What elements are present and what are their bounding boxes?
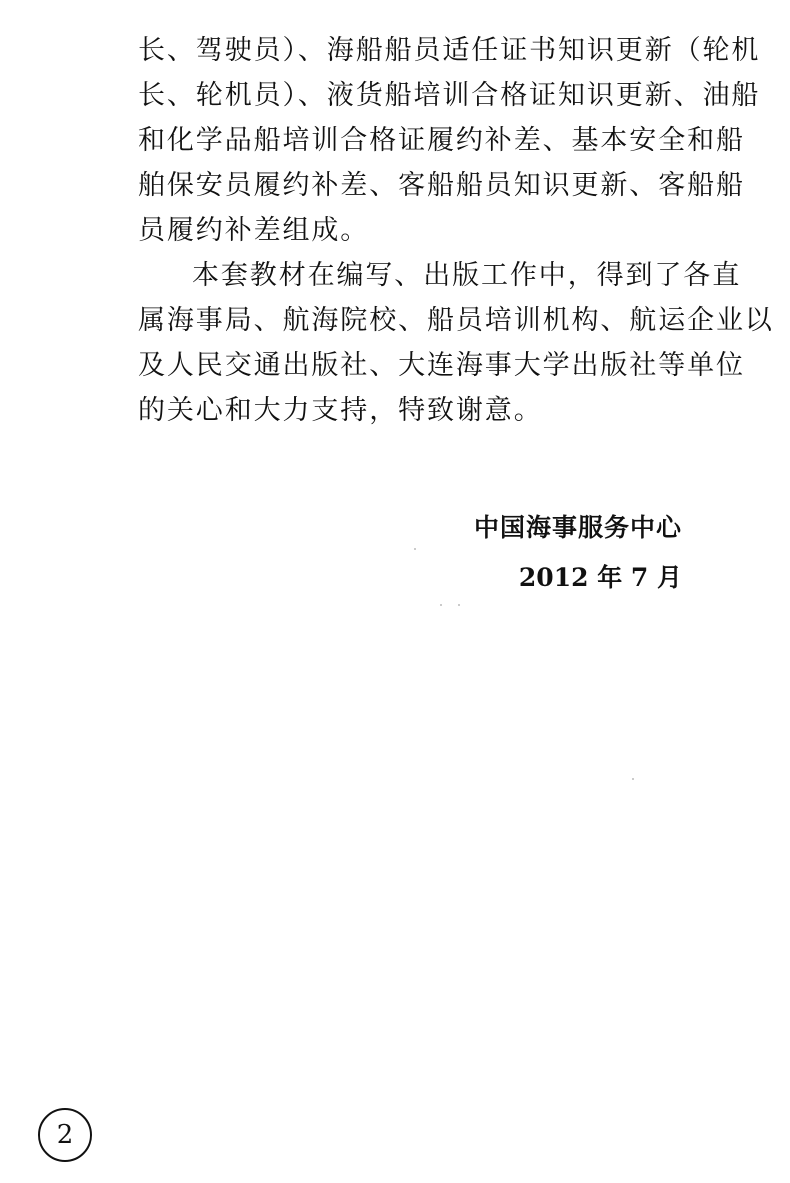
signature-block: [474, 508, 682, 598]
scan-speck: [440, 604, 442, 606]
signature-organization: 中国海事服务中心: [473, 513, 682, 542]
scan-speck: [632, 778, 634, 780]
paragraph-line: 本套教材在编写、出版工作中，得到了各直: [192, 260, 742, 291]
paragraph-line: 属海事局、航海院校、船员培训机构、航运企业以: [138, 305, 774, 336]
paragraph-line: 及人民交通出版社、大连海事大学出版社等单位: [138, 350, 745, 381]
page-number: 2: [38, 1108, 92, 1162]
signature-date: 2012 年 7 月: [518, 563, 682, 592]
paragraph-line: 长、轮机员）、液货船培训合格证知识更新、油船: [138, 80, 761, 111]
paragraph-line: 长、驾驶员）、海船船员适任证书知识更新（轮机: [138, 35, 761, 66]
scan-speck: [414, 548, 416, 550]
paragraph-line: 的关心和大力支持，特致谢意。: [138, 395, 543, 426]
scan-speck: [458, 604, 460, 606]
paragraph-line: 和化学品船培训合格证履约补差、基本安全和船: [138, 125, 745, 156]
body-text: [138, 28, 774, 433]
paragraph-line: 员履约补差组成。: [138, 215, 370, 246]
paragraph-line: 舶保安员履约补差、客船船员知识更新、客船船: [138, 170, 745, 201]
